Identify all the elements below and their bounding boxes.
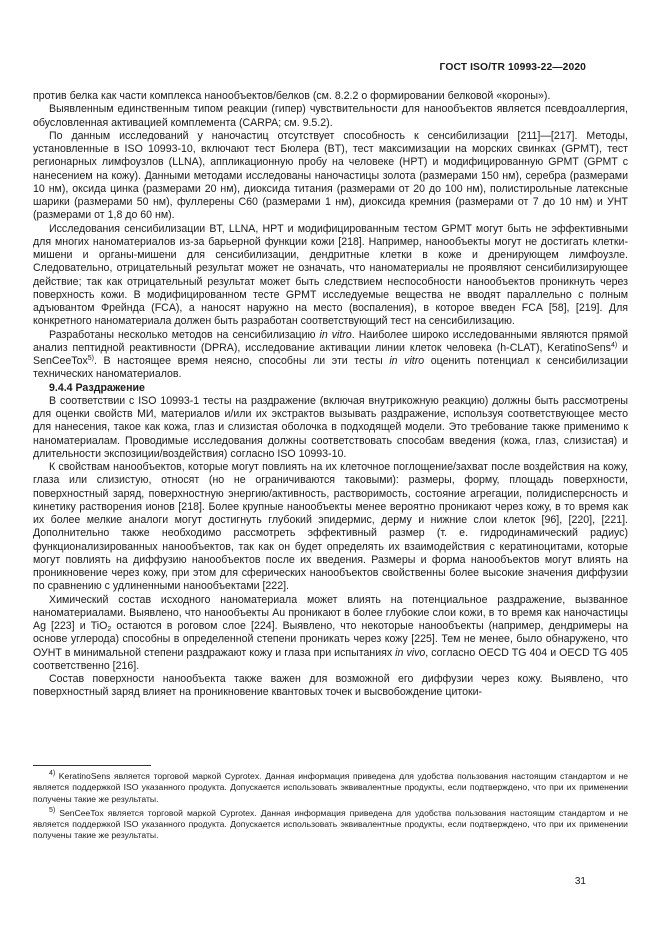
footnote-text-5: SenCeeTox является торговой маркой Cyprotex. Данная информация приведена для удобства пользования настоящим стандартом и не является поддержкой ISO указанного продукта. Допускается использовать эквивалентные продукты, если подтверждено, что при их применении получены такие же результаты. bbox=[33, 807, 628, 841]
paragraph-3: По данным исследований у наночастиц отсутствует способность к сенсибилизации [211]—[217]. Методы, установленные в ISO 10993-10, включают тест Бюлера (BT), тест максимизации на морских свинках (GPMT), тест регионарных лимфоузлов (LLNA), аппликационную пробу на человеке (HPT) и модифицированную GPMT (GPMT с нанесением на кожу). Данными методами исследованы наночастицы золота (размерами 150 нм), серебра (размерами 10 нм), оксида цинка (размерами 20 нм), диоксида титания (размерами от 20 до 100 нм), полистирольные латексные шарики (размерами 50 нм), фуллерены C60 (размерами 1 нм), диоксида кремния (размерами от 7 до 10 нм) и УНТ (размерами от 1,8 до 60 нм). bbox=[33, 129, 628, 222]
in-vivo-term: in vivo bbox=[395, 646, 426, 659]
paragraph-5 bbox=[33, 329, 628, 382]
document-header bbox=[440, 62, 586, 73]
paragraph-5-part-g: оценить потенциал к сенсибилизации технических наноматериалов. bbox=[33, 355, 628, 381]
footnote-ref-5: 5) bbox=[87, 355, 95, 362]
paragraph-9: Состав поверхности нанообъекта также важен для возможной его диффузии через кожу. Выявлено, что поверхностный заряд влияет на проникновение квантовых точек и высвобождение цитоки- bbox=[33, 673, 628, 699]
paragraph-8-part-b: остаются в роговом слое [224]. Выявлено, что некоторые нанообъекты (например, дендримеры на основе углерода) способны в определенной степени проникать через кожу [225]. Тем не менее, было обнаружено, что ОУНТ в минимальной степени раздражают кожу и глаза при испытаниях bbox=[33, 620, 628, 659]
paragraph-5-part-d: и SenCeeTox bbox=[33, 341, 628, 367]
paragraph-5-part-a: Разработаны несколько методов на сенсибилизацию bbox=[49, 328, 320, 341]
footnote-ref-4: 4) bbox=[610, 341, 618, 349]
footnote-4 bbox=[33, 771, 628, 805]
in-vitro-term-2: in vitro bbox=[389, 355, 425, 367]
paragraph-8 bbox=[33, 594, 628, 674]
paragraph-5-part-c: . Наиболее широко исследованными являются прямой анализ пептидной реактивности (DPRA), исследование активации линии клеток человека (h-CLAT), KeratinoSens bbox=[33, 328, 628, 354]
paragraph-8-part-a: Химический состав исходного наноматериала может влиять на потенциальное раздражение, вызванное наноматериалами. Выявлено, что нанообъекты Au проникают в более глубокие слои кожи, в то время как наночастицы Ag [223] и TiO bbox=[33, 593, 628, 632]
footnote-mark-4: 4) bbox=[49, 770, 56, 777]
paragraph-6: В соответствии с ISO 10993-1 тесты на раздражение (включая внутрикожную реакцию) должны быть рассмотрены для оценки свойств МИ, материалов и/или их экстрактов вызывать раздражение, используя соответствующее место для нанесения, такое как кожа, глаз и слизистая оболочка в подходящей модели. Это требование также применимо к наноматериалам. Проводимые исследования должны соответствовать способам введения (кожа, глаз, слизистая) и длительности экспозиции/воздействия) согласно ISO 10993-10. bbox=[33, 394, 628, 460]
footnote-5 bbox=[33, 808, 628, 842]
page-number: 31 bbox=[574, 876, 586, 887]
paragraph-2: Выявленным единственным типом реакции (гипер) чувствительности для нанообъектов является псевдоаллергия, обусловленная активацией комплемента (CARPA; см. 9.5.2). bbox=[33, 103, 628, 129]
section-heading: 9.4.4 Раздражение bbox=[49, 381, 145, 394]
standard-id: ГОСТ ISO/TR 10993-22—2020 bbox=[439, 62, 586, 73]
paragraph-1: против белка как части комплекса нанообъектов/белков (см. 8.2.2 о формировании белковой «короны»). bbox=[33, 90, 551, 102]
footnotes bbox=[33, 771, 628, 845]
subscript-2: 2 bbox=[107, 626, 112, 633]
paragraph-5-part-e: . В настоящее время неясно, способны ли эти тесты bbox=[94, 355, 390, 367]
paragraph-4: Исследования сенсибилизации BT, LLNA, HPT и модифицированным тестом GPMT могут быть не эффективными для многих наноматериалов из-за барьерной функции кожи [218]. Например, нанообъекты могут не достигать клетки-мишени и органы-мишени для сенсибилизации, дендритные клетки в коже и дренирующем лимфоузле. Следовательно, отрицательный результат может не означать, что наноматериалы не проявляют сенсибилизирующее действие; так как отрицательный результат может быть следствием неспособности нанообъектов проникнуть через поверхность кожи. В модифицированном тесте GPMT исследуемые вещества не вводят параллельно с полным адъювантом Фрейнда (FCA), а наносят наружно на место (воспаления), в которое введен FCA [58], [219]. Для конкретного наноматериала должен быть разработан соответствующий тест на сенсибилизацию. bbox=[33, 222, 628, 328]
footnote-mark-5: 5) bbox=[49, 806, 56, 814]
footnote-text-4: KeratinoSens является торговой маркой Cyprotex. Данная информация приведена для удобства пользования настоящим стандартом и не является поддержкой ISO указанного продукта. Допускается использовать эквивалентные продукты, если подтверждено, что при их применении получены такие же результаты. bbox=[33, 771, 628, 804]
paragraph-7: К свойствам нанообъектов, которые могут повлиять на их клеточное поглощение/захват после воздействия на кожу, глаза или слизистую, относят (но не ограничиваются таковыми): размеры, форму, площадь поверхности, поверхностный заряд, поверхностную энергию/активность, растворимость, состояние агрегации, полидисперсность и кинетику растворения ионов [218]. Более крупные нанообъекты менее вероятно проникают через кожу, в то время как их более мелкие аналоги могут достигнуть глубокий эпидермис, дерму и нижние слои клеток [96], [220], [221]. Дополнительно также необходимо рассмотреть эффективный размер (т. е. гидродинамический радиус) функционализированных нанообъектов, так как он будет определять их взаимодействия с кератиноцитами, которые могут повлиять на диффузию нанообъектов после их введения. Размеры и форма нанообъектов могут влиять на проникновение через кожу, при этом для сферических нанообъектов свойственны более высокие значения диффузии по сравнению с удлиненными нанообъектами [222]. bbox=[33, 461, 628, 593]
paragraph-8-part-d: , согласно OECD TG 404 и OECD TG 405 соответственно [216]. bbox=[33, 646, 628, 672]
footnote-divider bbox=[33, 765, 151, 766]
main-text bbox=[33, 90, 628, 700]
in-vitro-term: in vitro bbox=[319, 328, 352, 341]
